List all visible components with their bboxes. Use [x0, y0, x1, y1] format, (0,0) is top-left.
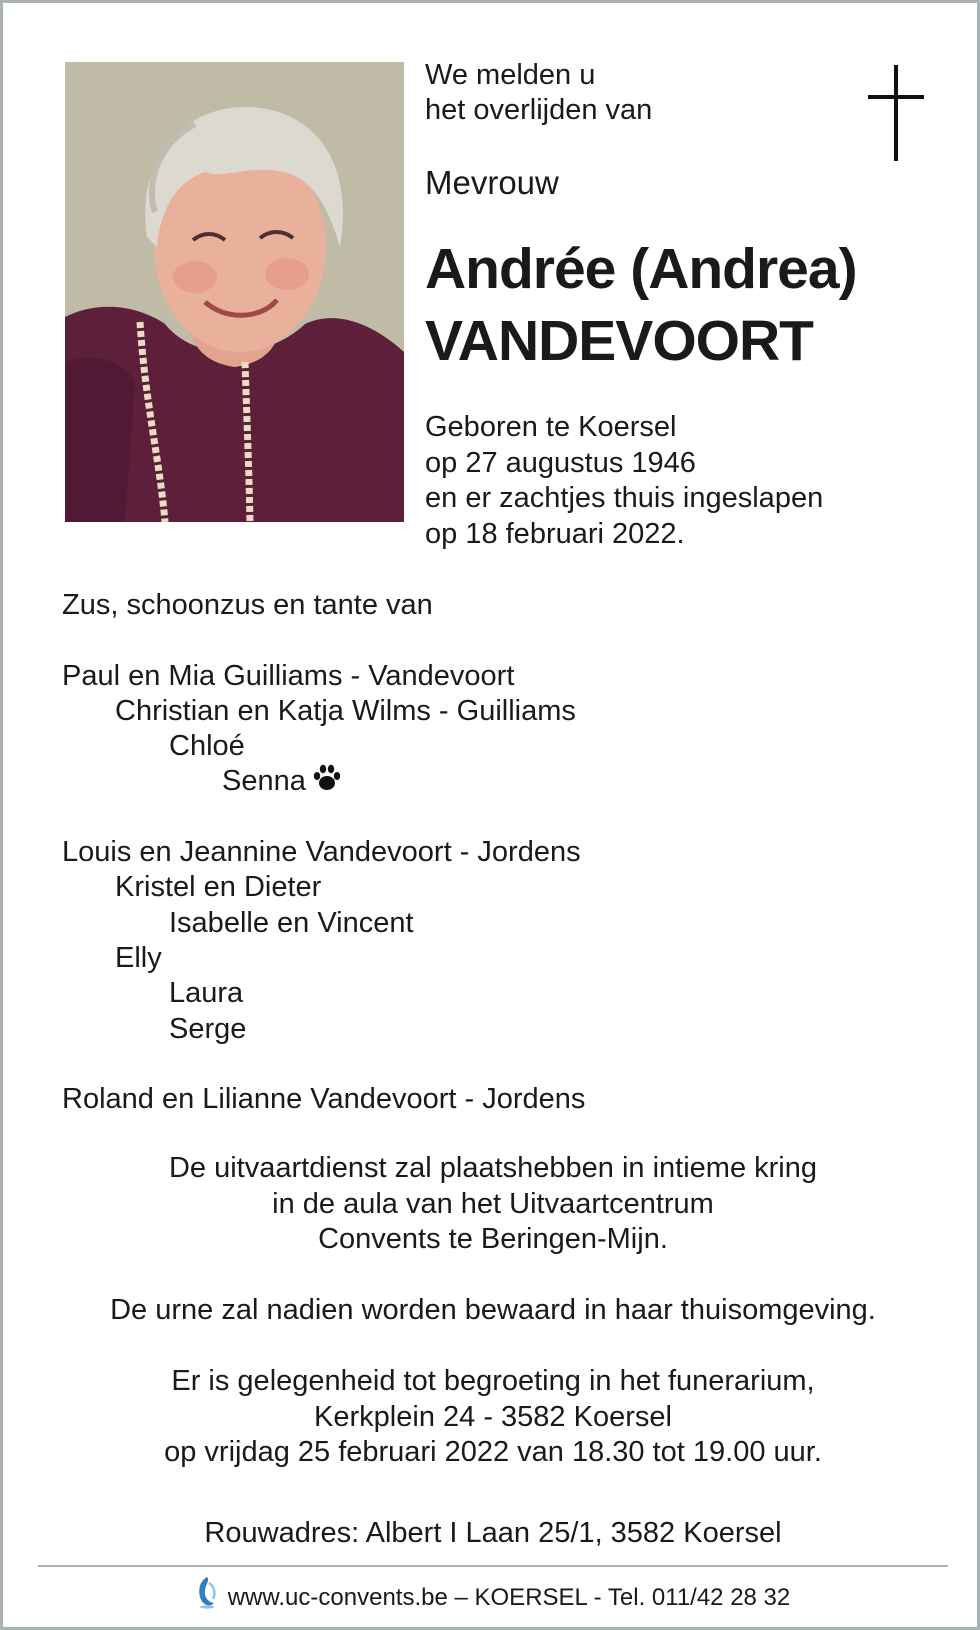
footer-divider [38, 1565, 948, 1567]
urn-info [33, 1293, 953, 1329]
birth-line: en er zachtjes thuis ingeslapen [425, 482, 824, 514]
mourning-address [33, 1516, 953, 1552]
visitation-line: op vrijdag 25 februari 2022 van 18.30 tot 19.00 uur. [164, 1436, 822, 1468]
service-line: Convents te Beringen-Mijn. [318, 1223, 668, 1255]
funeral-service-info [33, 1151, 953, 1258]
service-line: in de aula van het Uitvaartcentrum [272, 1187, 714, 1220]
family-member: Louis en Jeannine Vandevoort - Jordens [62, 836, 581, 869]
family-member: Kristel en Dieter [115, 871, 322, 904]
deceased-last-name: VANDEVOORT [425, 309, 813, 373]
birth-and-death-details [425, 410, 823, 552]
family-member: Christian en Katja Wilms - Guilliams [115, 694, 576, 727]
family-member: Senna [222, 765, 306, 798]
birth-line: Geboren te Koersel [425, 411, 677, 443]
family-member: Isabelle en Vincent [169, 906, 414, 939]
intro-line: het overlijden van [425, 94, 653, 126]
footer [3, 1575, 980, 1622]
deceased-name [425, 233, 857, 377]
family-heading: Zus, schoonzus en tante van [62, 589, 433, 621]
intro-line: We melden u [425, 59, 596, 91]
visitation-line: Kerkplein 24 - 3582 Koersel [314, 1400, 672, 1433]
mourning-address-line: Rouwadres: Albert I Laan 25/1, 3582 Koersel [204, 1517, 782, 1549]
family-member: Paul en Mia Guilliams - Vandevoort [62, 659, 515, 692]
family-member: Serge [169, 1012, 247, 1045]
family-member: Laura [169, 977, 244, 1010]
funeral-home-logo-icon [196, 1575, 218, 1622]
portrait-photo [65, 62, 404, 522]
urn-line: De urne zal nadien worden bewaard in haar thuisomgeving. [110, 1294, 876, 1326]
birth-line: op 18 februari 2022. [425, 517, 685, 550]
latin-cross-icon [868, 65, 924, 161]
service-line: De uitvaartdienst zal plaatshebben in intieme kring [168, 1152, 818, 1184]
family-member: Chloé [169, 730, 245, 763]
family-member: Roland en Lilianne Vandevoort - Jordens [62, 1083, 586, 1116]
family-list [62, 588, 585, 1117]
birth-line: op 27 augustus 1946 [425, 446, 696, 479]
deceased-first-name: Andrée (Andrea) [425, 237, 857, 301]
portrait-illustration [65, 62, 404, 522]
paw-print-icon [312, 764, 342, 801]
family-member-pet [62, 764, 585, 799]
honorific: Mevrouw [425, 164, 559, 201]
family-member: Elly [115, 941, 162, 974]
footer-contact: www.uc-convents.be – KOERSEL - Tel. 011/42 28 32 [227, 1583, 791, 1611]
intro-text [425, 58, 652, 128]
visitation-line: Er is gelegenheid tot begroeting in het funerarium, [171, 1365, 815, 1397]
visitation-info [33, 1364, 953, 1471]
